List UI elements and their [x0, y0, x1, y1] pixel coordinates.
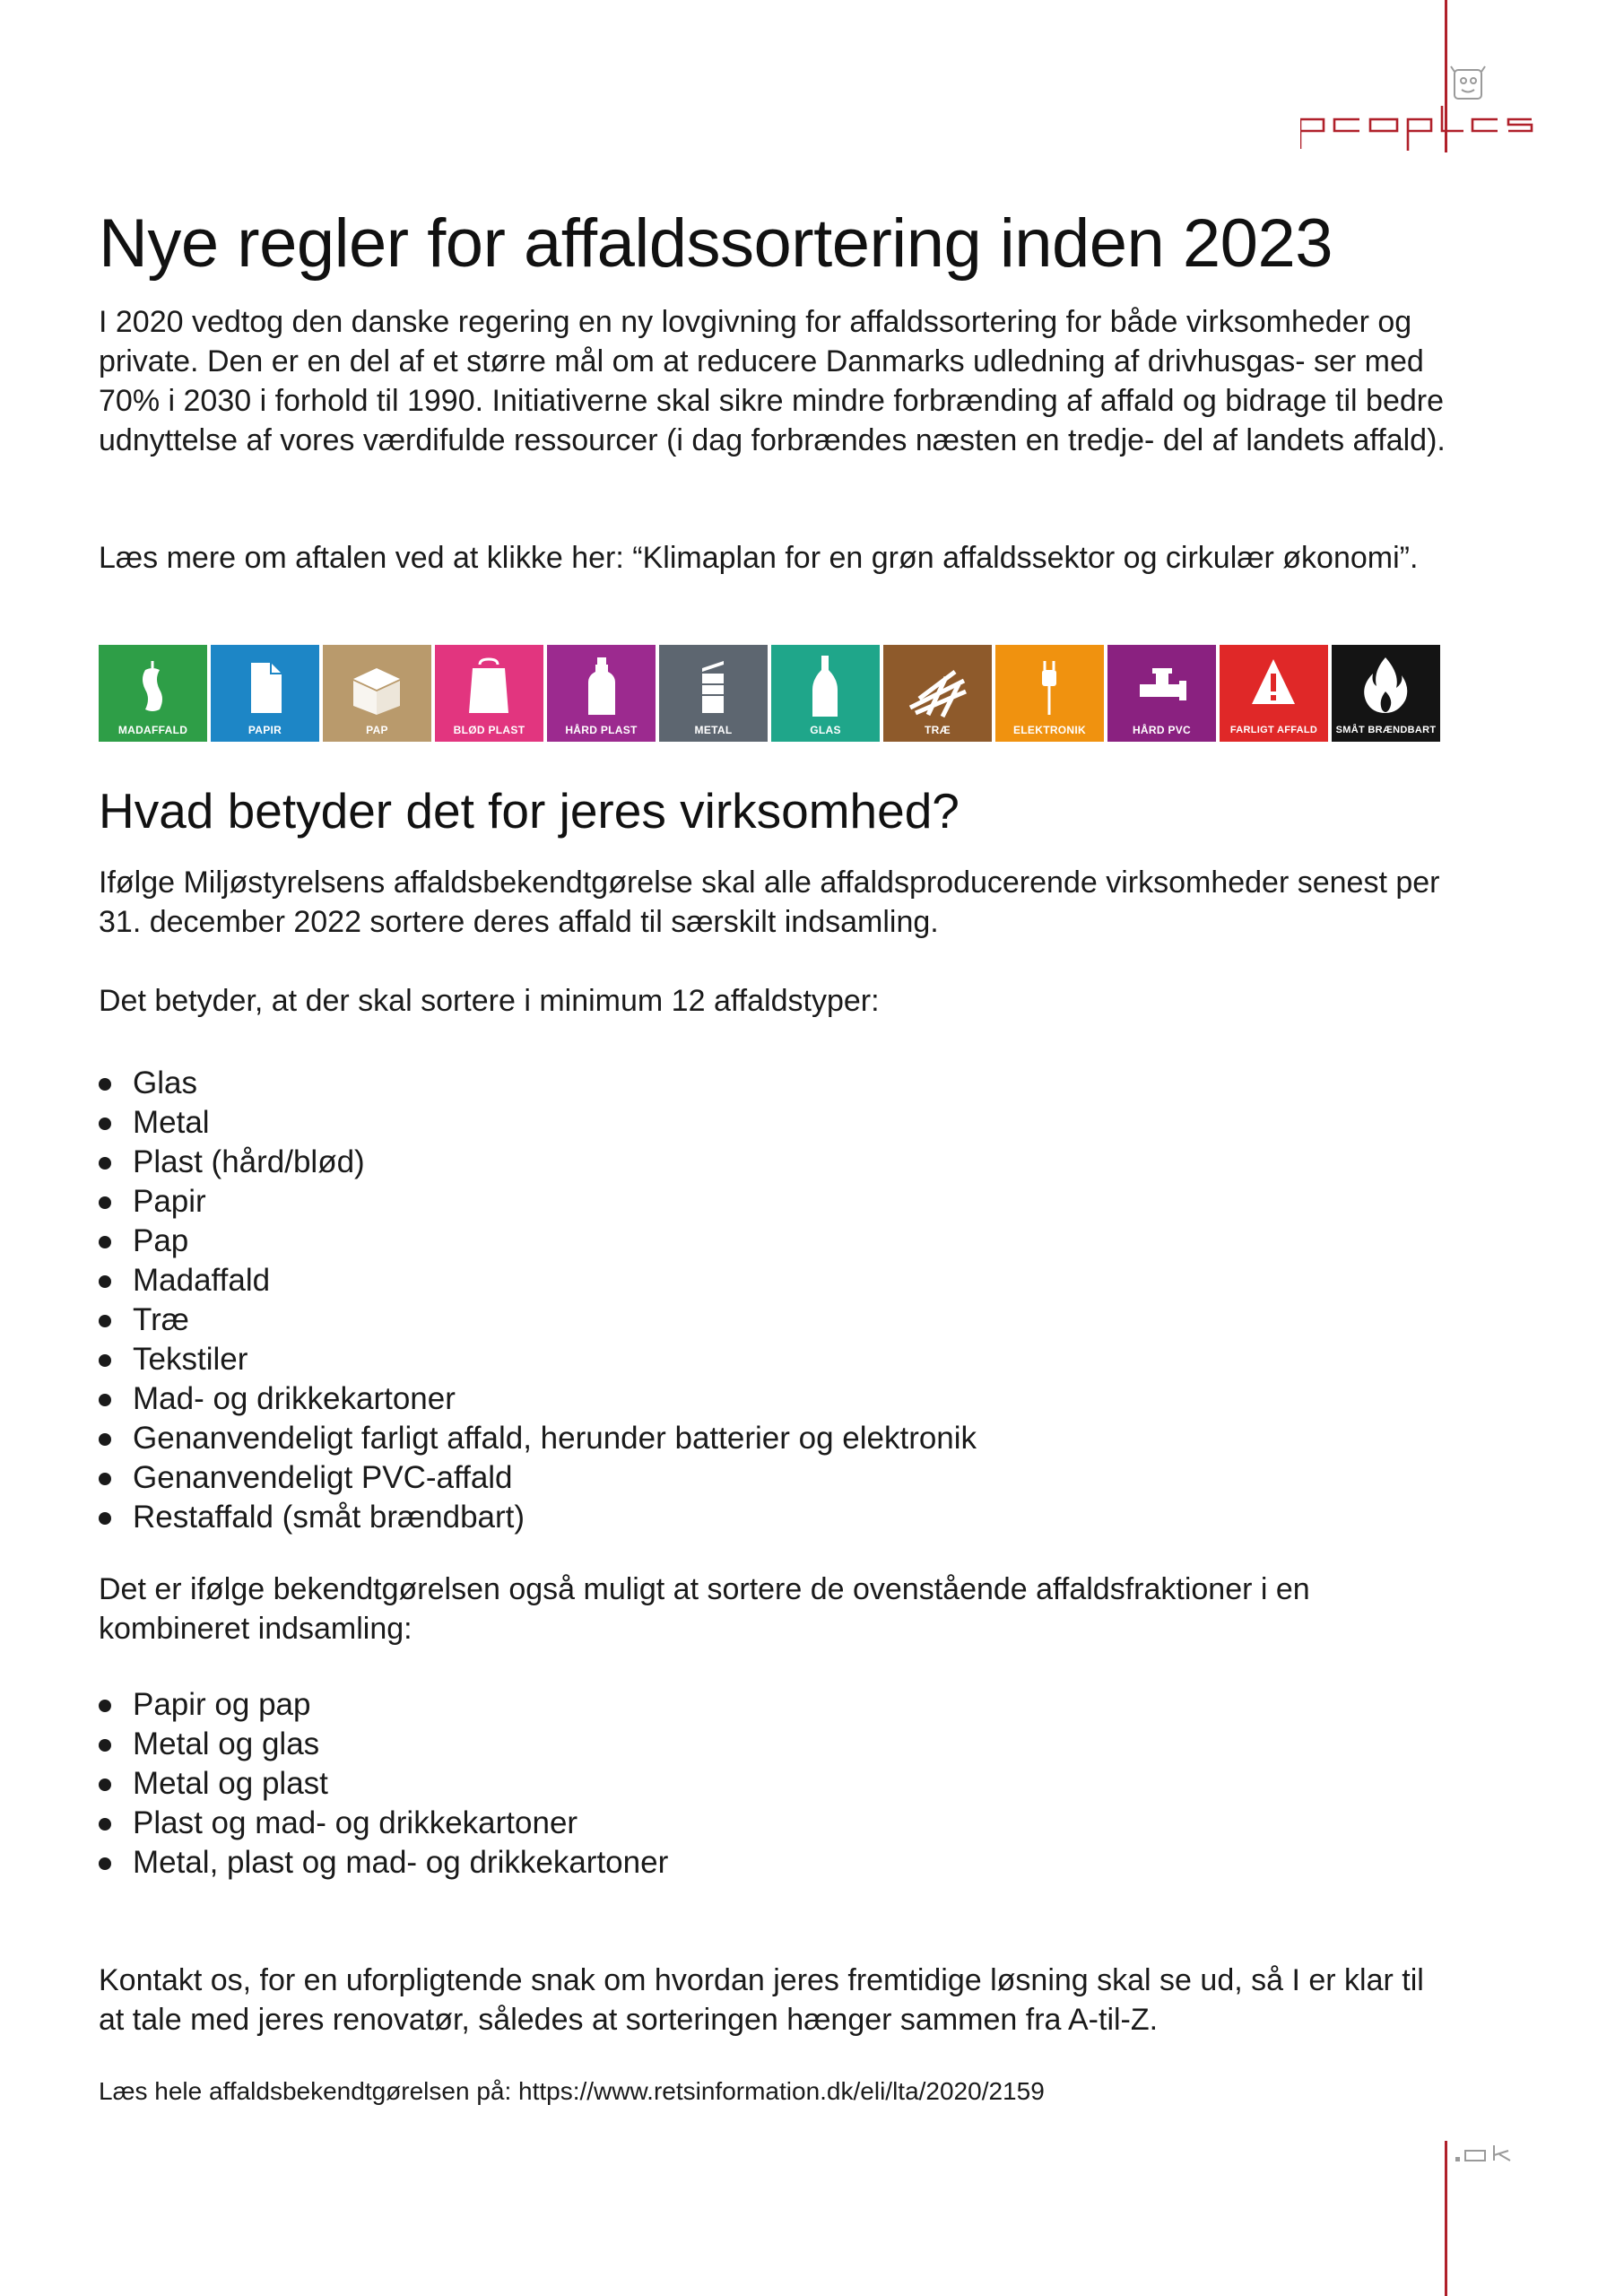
list-item: Restaffald (småt brændbart)	[99, 1498, 977, 1537]
intro-paragraph: I 2020 vedtog den danske regering en ny lovgivning for affaldssortering for både virksomheder og private. Den er en del af et større mål om at reducere Danmarks udledning af drivhusgas- ser med 70% i 2030 i forhold til 1990. Initiativerne skal sikre mindre forbrænding af affald og bidrage til bedre udnyttelse af vores værdifulde ressourcer (i dag forbrændes næsten en tredje- del af landets affald).	[99, 305, 1446, 457]
waste-tile	[883, 645, 992, 742]
list-item: Papir	[99, 1182, 977, 1222]
waste-tile	[211, 645, 319, 742]
waste-tile-label: HÅRD PLAST	[565, 724, 638, 736]
peoples-logo-graphic	[1300, 63, 1542, 161]
list-item: Glas	[99, 1064, 977, 1103]
waste-tile-label: BLØD PLAST	[453, 724, 525, 736]
list-item: Plast og mad- og drikkekartoner	[99, 1804, 668, 1843]
list-item: Madaffald	[99, 1261, 977, 1300]
list-item: Genanvendeligt PVC-affald	[99, 1458, 977, 1498]
peoples-logo[interactable]	[1300, 63, 1542, 161]
read-more-link[interactable]: Læs mere om aftalen ved at klikke her: “Klimaplan for en grøn affaldssektor og cirkulær økonomi”.	[99, 541, 1419, 575]
waste-tile	[435, 645, 543, 742]
waste-types-intro: Det betyder, at der skal sortere i minimum 12 affaldstyper:	[99, 984, 880, 1018]
domain-suffix	[1455, 2142, 1535, 2169]
waste-tile	[995, 645, 1104, 742]
waste-tile-label: ELEKTRONIK	[1013, 724, 1086, 736]
waste-tile	[547, 645, 656, 742]
waste-tile-label: TRÆ	[925, 724, 951, 736]
footnote-link[interactable]: Læs hele affaldsbekendtgørelsen på: https://www.retsinformation.dk/eli/lta/2020/2159	[99, 2077, 1045, 2105]
combined-types-list	[99, 1685, 668, 1883]
bottom-vertical-rule	[1445, 2141, 1447, 2296]
list-item: Genanvendeligt farligt affald, herunder batterier og elektronik	[99, 1419, 977, 1458]
dk-suffix-graphic	[1455, 2142, 1535, 2169]
waste-tile-label: HÅRD PVC	[1132, 724, 1192, 736]
section-heading: Hvad betyder det for jeres virksomhed?	[99, 783, 960, 839]
regulation-paragraph: Ifølge Miljøstyrelsens affaldsbekendtgørelse skal alle affaldsproducerende virksomheder senest per 31. december 2022 sortere deres affald til særskilt indsamling.	[99, 865, 1440, 939]
page-title: Nye regler for affaldssortering inden 2023	[99, 205, 1333, 282]
waste-tile	[323, 645, 431, 742]
waste-tile-label: MADAFFALD	[117, 724, 188, 736]
waste-pictogram-strip	[99, 645, 1440, 742]
list-item: Metal, plast og mad- og drikkekartoner	[99, 1843, 668, 1883]
list-item: Metal og glas	[99, 1725, 668, 1764]
list-item: Metal	[99, 1103, 977, 1143]
waste-tile	[1220, 645, 1328, 742]
waste-tile-label: PAPIR	[248, 724, 282, 736]
waste-tile-label: SMÅT BRÆNDBART	[1335, 725, 1437, 735]
list-item: Mad- og drikkekartoner	[99, 1379, 977, 1419]
waste-types-list	[99, 1064, 977, 1537]
list-item: Metal og plast	[99, 1764, 668, 1804]
waste-tile-label: METAL	[694, 724, 733, 736]
waste-tile-label: FARLIGT AFFALD	[1229, 725, 1318, 735]
waste-tile	[659, 645, 768, 742]
list-item: Pap	[99, 1222, 977, 1261]
list-item: Plast (hård/blød)	[99, 1143, 977, 1182]
waste-tile	[1332, 645, 1440, 742]
list-item: Papir og pap	[99, 1685, 668, 1725]
waste-tile-label: GLAS	[810, 724, 841, 736]
contact-paragraph: Kontakt os, for en uforpligtende snak om hvordan jeres fremtidige løsning skal se ud, så I er klar til at tale med jeres renovatør, således at sorteringen hænger sammen fra A-til-Z.	[99, 1963, 1424, 2037]
waste-tile	[99, 645, 207, 742]
list-item: Tekstiler	[99, 1340, 977, 1379]
waste-tile-label: PAP	[366, 724, 388, 736]
waste-tile	[771, 645, 880, 742]
waste-tile	[1107, 645, 1216, 742]
combined-intro: Det er ifølge bekendtgørelsen også muligt at sortere de ovenstående affaldsfraktioner i en kombineret indsamling:	[99, 1572, 1310, 1646]
list-item: Træ	[99, 1300, 977, 1340]
